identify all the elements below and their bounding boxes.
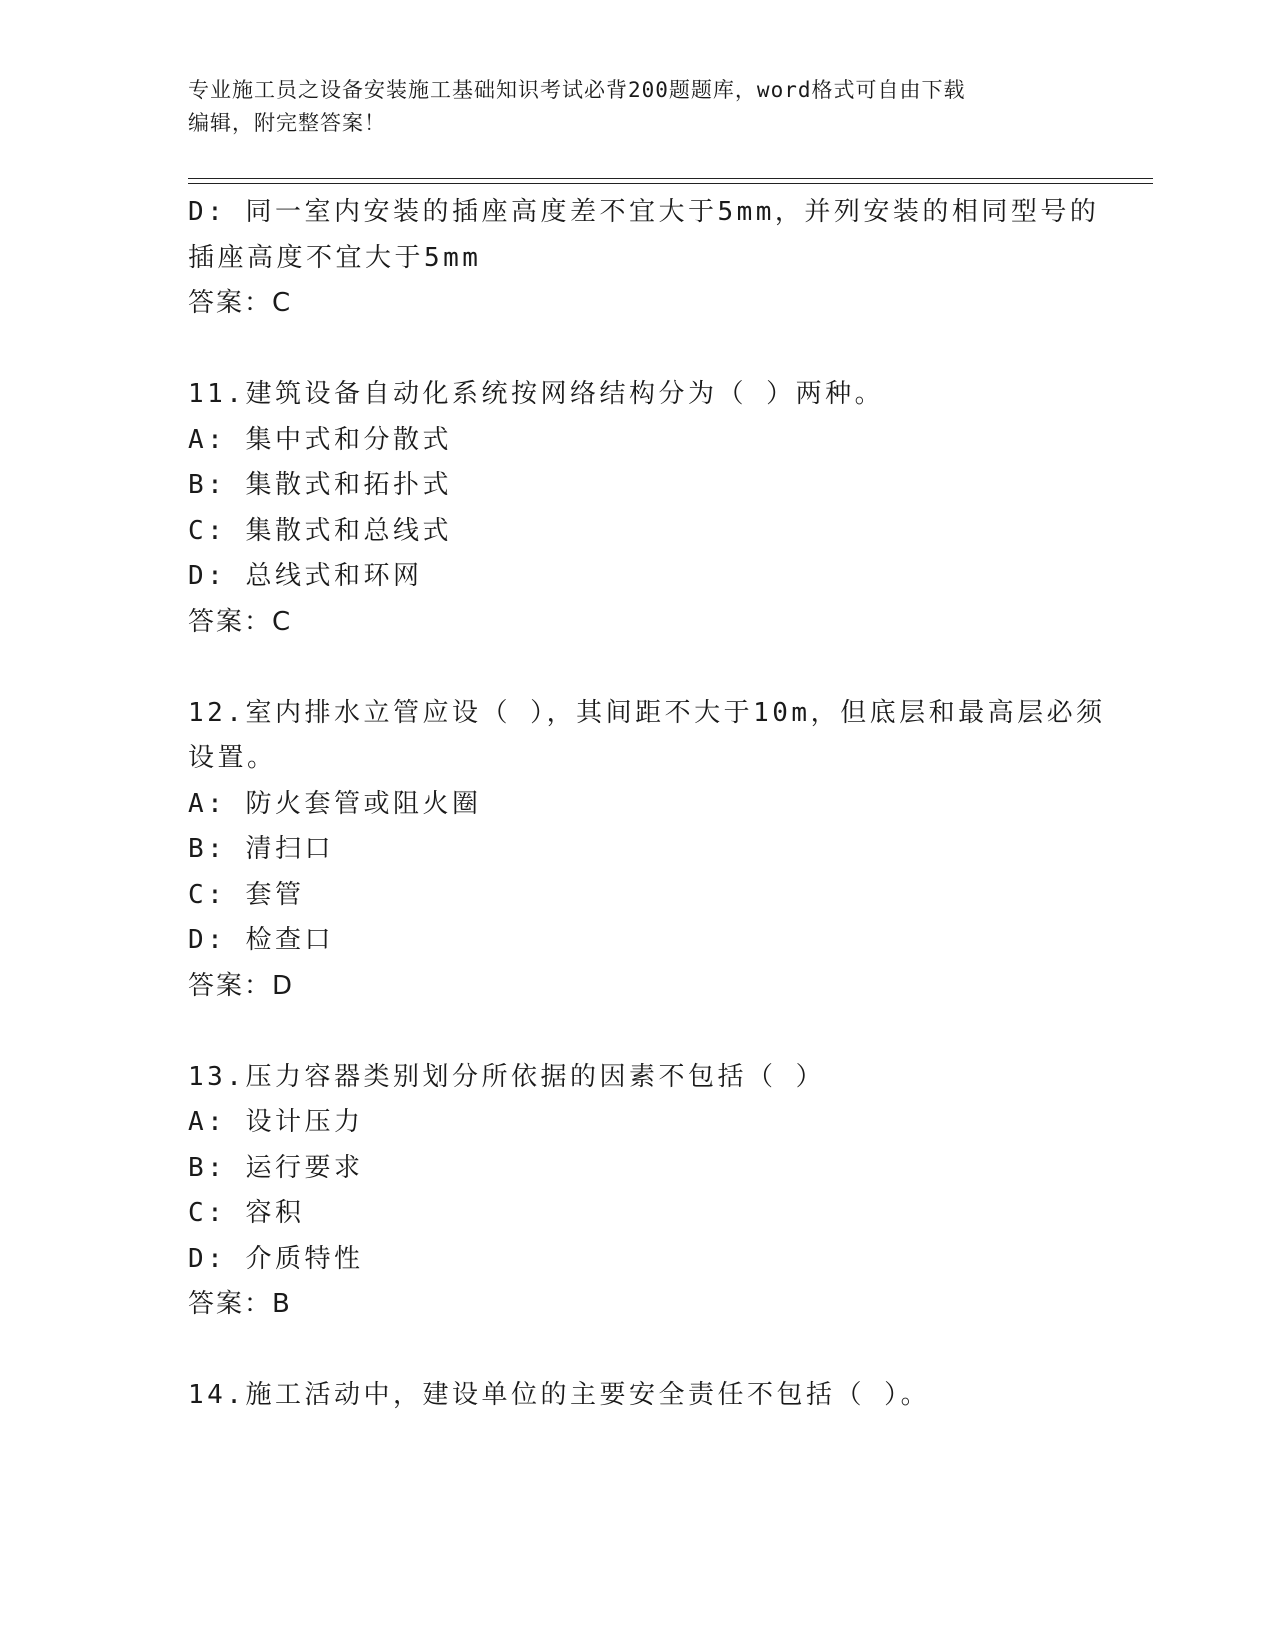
answer: 答案：C xyxy=(188,606,293,637)
question-14 xyxy=(188,1373,1088,1419)
document-header xyxy=(188,74,1088,140)
answer: 答案：D xyxy=(188,970,295,1001)
question-12 xyxy=(188,691,1106,1010)
previous-question-tail xyxy=(188,190,1100,327)
question-stem: 13.压力容器类别划分所依据的因素不包括（ ） xyxy=(188,1061,826,1092)
header-title-line1: 专业施工员之设备安装施工基础知识考试必背200题题库，word格式可自由下载 xyxy=(188,78,966,102)
option-a: A: 集中式和分散式 xyxy=(188,424,452,455)
option-d: D: 检查口 xyxy=(188,925,334,955)
header-title-line2: 编辑，附完整答案！ xyxy=(188,111,386,135)
option-a: A: 防火套管或阻火圈 xyxy=(188,788,482,819)
question-stem: 12.室内排水立管应设（ ），其间距不大于10m，但底层和最高层必须 xyxy=(188,697,1106,728)
answer: 答案：C xyxy=(188,288,293,318)
header-divider-bottom xyxy=(188,183,1153,184)
question-stem-continued: 设置。 xyxy=(188,743,277,773)
option-a: A: 设计压力 xyxy=(188,1107,364,1137)
header-divider-top xyxy=(188,178,1153,179)
document-body xyxy=(188,190,1106,1419)
option-c: C: 集散式和总线式 xyxy=(188,515,452,546)
option-b: B: 清扫口 xyxy=(188,834,334,864)
question-11 xyxy=(188,372,1088,645)
answer: 答案：B xyxy=(188,1289,292,1319)
option-d: D: 总线式和环网 xyxy=(188,561,423,591)
option-d: D: 介质特性 xyxy=(188,1243,364,1274)
question-13 xyxy=(188,1055,1088,1328)
option-b: B: 集散式和拓扑式 xyxy=(188,470,452,500)
question-stem: 11.建筑设备自动化系统按网络结构分为（ ）两种。 xyxy=(188,379,885,409)
option-c: C: 套管 xyxy=(188,879,305,910)
option-d: D: 同一室内安装的插座高度差不宜大于5mm，并列安装的相同型号的 xyxy=(188,197,1100,227)
option-c: C: 容积 xyxy=(188,1198,305,1228)
option-d-continued: 插座高度不宜大于5mm xyxy=(188,242,482,273)
option-b: B: 运行要求 xyxy=(188,1152,364,1183)
question-stem: 14.施工活动中，建设单位的主要安全责任不包括（ ）。 xyxy=(188,1380,931,1410)
